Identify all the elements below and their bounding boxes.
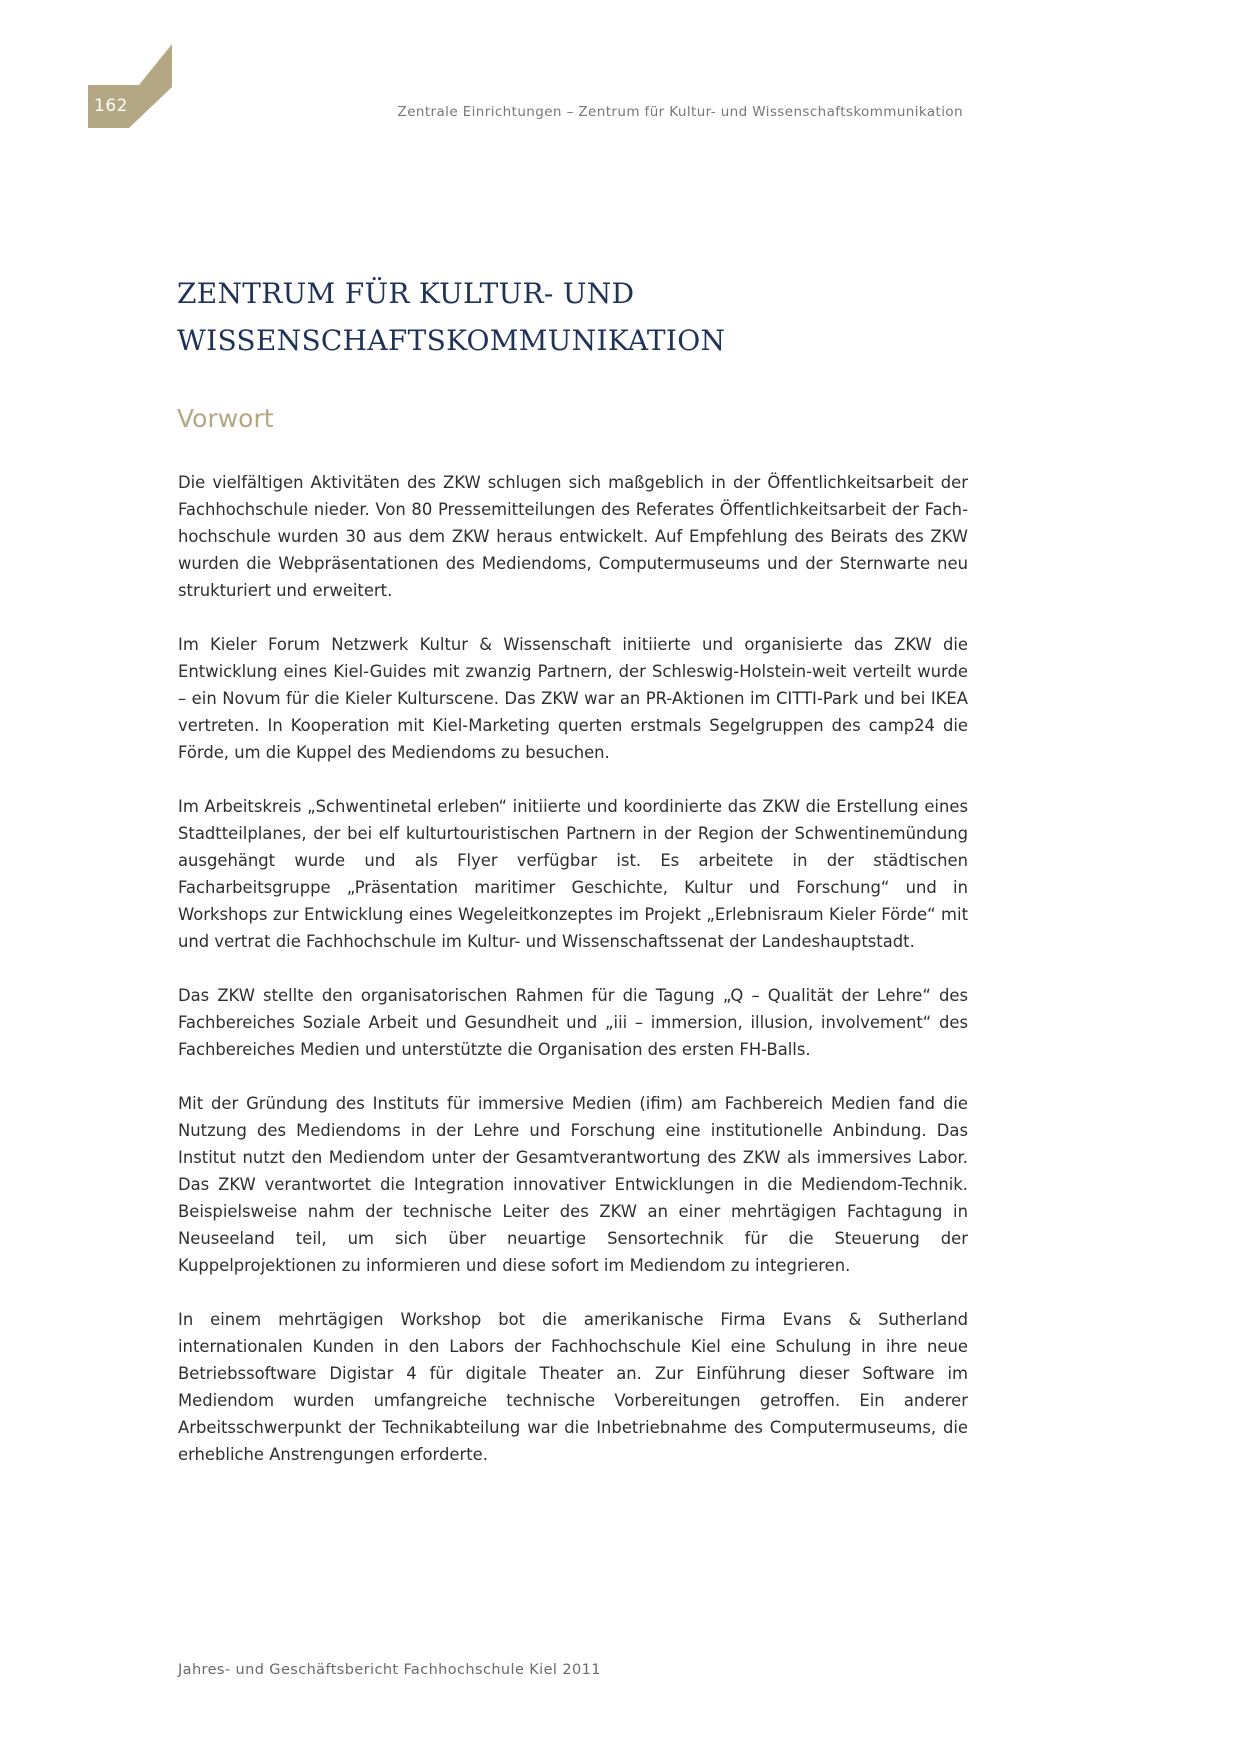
page-title-line-1: ZENTRUM FÜR KULTUR- UND [177, 277, 635, 310]
footer-text: Jahres- und Geschäftsbericht Fachhochschule Kiel 2011 [178, 1662, 601, 1678]
body-text [178, 469, 968, 1495]
section-heading: Vorwort [177, 404, 274, 433]
page-number: 162 [94, 96, 128, 116]
paragraph-5: Mit der Gründung des Instituts für immersive Medien (ifim) am Fachbereich Medien fand die Nutzung des Mediendoms in der Lehre und Forschung eine institutionelle Anbindung. Das Institut nutzt den Mediendom unter der Gesamtverantwortung des ZKW als immersives Labor. Das ZKW verantwortet die Integration innovativer Entwicklungen in die Mediendom-Technik. Beispielsweise nahm der technische Leiter des ZKW an einer mehrtägigen Fachtagung in Neuseeland teil, um sich über neuartige Sensortechnik für die Steuerung der Kuppelprojektionen zu informieren und diese sofort im Mediendom zu integrieren. [178, 1094, 968, 1275]
paragraph-3: Im Arbeitskreis „Schwentinetal erleben“ initiierte und koordinierte das ZKW die Erstellung eines Stadtteilplanes, der bei elf kulturtouristischen Partnern in der Region der Schwentinemündung ausgehängt wurde und als Flyer verfügbar ist. Es arbeitete in der städtischen Facharbeitsgruppe „Präsentation maritimer Geschichte, Kultur und Forschung“ und in Workshops zur Entwicklung eines Wegeleitkonzeptes im Projekt „Erlebnisraum Kieler Förde“ mit und vertrat die Fachhochschule im Kultur- und Wissenschaftssenat der Landeshauptstadt. [178, 797, 968, 951]
page-title-line-2: WISSENSCHAFTSKOMMUNIKATION [177, 324, 726, 357]
paragraph-4: Das ZKW stellte den organisatorischen Rahmen für die Tagung „Q – Qualität der Lehre“ des Fachbereiches Soziale Arbeit und Gesundheit und „iii – immersion, illusion, involvement“ des Fachbereiches Medien und unterstützte die Organisation des ersten FH-Balls. [178, 986, 968, 1059]
paragraph-6: In einem mehrtägigen Workshop bot die amerikanische Firma Evans & Sutherland internationalen Kunden in den Labors der Fachhochschule Kiel eine Schulung in ihre neue Betriebssoftware Digistar 4 für digitale Theater an. Zur Einführung dieser Software im Mediendom wurden umfangreiche technische Vorbereitungen getroffen. Ein anderer Arbeitsschwerpunkt der Technikabteilung war die Inbetriebnahme des Computermuseums, die erhebliche Anstrengungen erforderte. [178, 1310, 968, 1464]
page-title [177, 270, 725, 364]
running-header: Zentrale Einrichtungen – Zentrum für Kultur- und Wissenschaftskommunikation [397, 104, 963, 120]
paragraph-1: Die vielfältigen Aktivitäten des ZKW schlugen sich maßgeblich in der Öffentlichkeitsarbeit der Fachhochschule nieder. Von 80 Pressemitteilungen des Referates Öffentlichkeitsarbeit der Fachhochschule wurden 30 aus dem ZKW heraus entwickelt. Auf Empfehlung des Beirats des ZKW wurden die Webpräsentationen des Mediendoms, Computermuseums und der Sternwarte neu strukturiert und erweitert. [178, 473, 968, 600]
paragraph-2: Im Kieler Forum Netzwerk Kultur & Wissenschaft initiierte und organisierte das ZKW die Entwicklung eines Kiel-Guides mit zwanzig Partnern, der Schleswig-Holstein-weit verteilt wurde – ein Novum für die Kieler Kulturscene. Das ZKW war an PR-Aktionen im CITTI-Park und bei IKEA vertreten. In Kooperation mit Kiel-Marketing querten erstmals Segelgruppen des camp24 die Förde, um die Kuppel des Mediendoms zu besuchen. [178, 635, 968, 762]
